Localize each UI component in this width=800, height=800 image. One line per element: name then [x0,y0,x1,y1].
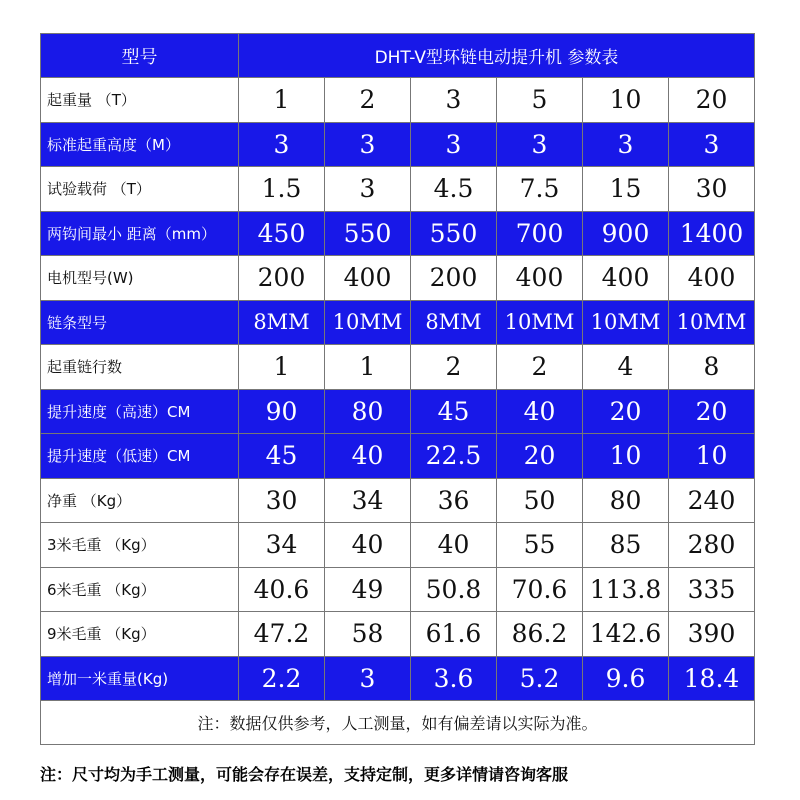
table-row [41,345,755,390]
cell-value: 50.8 [411,567,497,612]
cell-value: 50 [497,478,583,523]
cell-value: 390 [669,612,755,657]
cell-value: 335 [669,567,755,612]
cell-value: 1 [239,345,325,390]
cell-value: 36 [411,478,497,523]
row-label: 链条型号 [41,300,239,345]
cell-value: 1 [325,345,411,390]
cell-value: 5.2 [497,656,583,701]
table-header-row [41,34,755,78]
footer-note: 注：尺寸均为手工测量，可能会存在误差，支持定制，更多详情请咨询客服 [40,765,569,784]
cell-value: 8 [669,345,755,390]
row-label: 提升速度（高速）CM [41,389,239,434]
cell-value: 61.6 [411,612,497,657]
cell-value: 4.5 [411,167,497,212]
cell-value: 550 [325,211,411,256]
cell-value: 34 [239,523,325,568]
row-label: 起重链行数 [41,345,239,390]
cell-value: 40 [325,434,411,479]
row-label: 净重 （Kg） [41,478,239,523]
cell-value: 30 [669,167,755,212]
cell-value: 10 [669,434,755,479]
cell-value: 34 [325,478,411,523]
spec-table [40,33,755,745]
cell-value: 4 [583,345,669,390]
row-label: 增加一米重量(Kg) [41,656,239,701]
table-title: DHT-V型环链电动提升机 参数表 [239,34,755,78]
cell-value: 2.2 [239,656,325,701]
row-label: 两钩间最小 距离（mm） [41,211,239,256]
cell-value: 3 [669,122,755,167]
table-row [41,78,755,123]
cell-value: 3 [411,122,497,167]
cell-value: 70.6 [497,567,583,612]
cell-value: 3 [325,656,411,701]
cell-value: 2 [325,78,411,123]
cell-value: 700 [497,211,583,256]
table-row [41,167,755,212]
cell-value: 10MM [583,300,669,345]
table-row [41,478,755,523]
table-row [41,211,755,256]
table-row [41,300,755,345]
cell-value: 240 [669,478,755,523]
cell-value: 40 [411,523,497,568]
cell-value: 45 [411,389,497,434]
table-note-row [41,701,755,745]
cell-value: 1400 [669,211,755,256]
cell-value: 2 [411,345,497,390]
cell-value: 40 [325,523,411,568]
cell-value: 8MM [411,300,497,345]
cell-value: 30 [239,478,325,523]
row-label: 标准起重高度（M） [41,122,239,167]
cell-value: 400 [669,256,755,301]
cell-value: 400 [583,256,669,301]
table-row [41,434,755,479]
row-label: 起重量 （T） [41,78,239,123]
cell-value: 20 [583,389,669,434]
cell-value: 49 [325,567,411,612]
cell-value: 15 [583,167,669,212]
cell-value: 113.8 [583,567,669,612]
cell-value: 9.6 [583,656,669,701]
cell-value: 1 [239,78,325,123]
cell-value: 47.2 [239,612,325,657]
cell-value: 1.5 [239,167,325,212]
cell-value: 20 [497,434,583,479]
cell-value: 142.6 [583,612,669,657]
cell-value: 40.6 [239,567,325,612]
cell-value: 10 [583,434,669,479]
cell-value: 22.5 [411,434,497,479]
cell-value: 85 [583,523,669,568]
cell-value: 7.5 [497,167,583,212]
cell-value: 40 [497,389,583,434]
cell-value: 900 [583,211,669,256]
cell-value: 8MM [239,300,325,345]
cell-value: 20 [669,78,755,123]
cell-value: 3 [497,122,583,167]
table-row [41,523,755,568]
table-row [41,656,755,701]
cell-value: 90 [239,389,325,434]
table-row [41,567,755,612]
row-label: 9米毛重 （Kg） [41,612,239,657]
table-row [41,612,755,657]
table-note: 注：数据仅供参考，人工测量，如有偏差请以实际为准。 [41,701,755,745]
cell-value: 10MM [669,300,755,345]
cell-value: 400 [325,256,411,301]
cell-value: 80 [325,389,411,434]
cell-value: 400 [497,256,583,301]
table-row [41,256,755,301]
cell-value: 10MM [497,300,583,345]
cell-value: 3 [583,122,669,167]
cell-value: 3 [239,122,325,167]
cell-value: 55 [497,523,583,568]
cell-value: 5 [497,78,583,123]
row-label: 提升速度（低速）CM [41,434,239,479]
cell-value: 3 [325,122,411,167]
cell-value: 86.2 [497,612,583,657]
cell-value: 18.4 [669,656,755,701]
row-label: 电机型号(W) [41,256,239,301]
header-label: 型号 [41,34,239,78]
cell-value: 550 [411,211,497,256]
cell-value: 200 [411,256,497,301]
table-row [41,389,755,434]
cell-value: 20 [669,389,755,434]
row-label: 6米毛重 （Kg） [41,567,239,612]
cell-value: 10MM [325,300,411,345]
row-label: 3米毛重 （Kg） [41,523,239,568]
cell-value: 10 [583,78,669,123]
cell-value: 3 [411,78,497,123]
cell-value: 450 [239,211,325,256]
cell-value: 3.6 [411,656,497,701]
table-row [41,122,755,167]
cell-value: 58 [325,612,411,657]
cell-value: 200 [239,256,325,301]
cell-value: 80 [583,478,669,523]
cell-value: 280 [669,523,755,568]
cell-value: 3 [325,167,411,212]
row-label: 试验载荷 （T） [41,167,239,212]
cell-value: 2 [497,345,583,390]
cell-value: 45 [239,434,325,479]
